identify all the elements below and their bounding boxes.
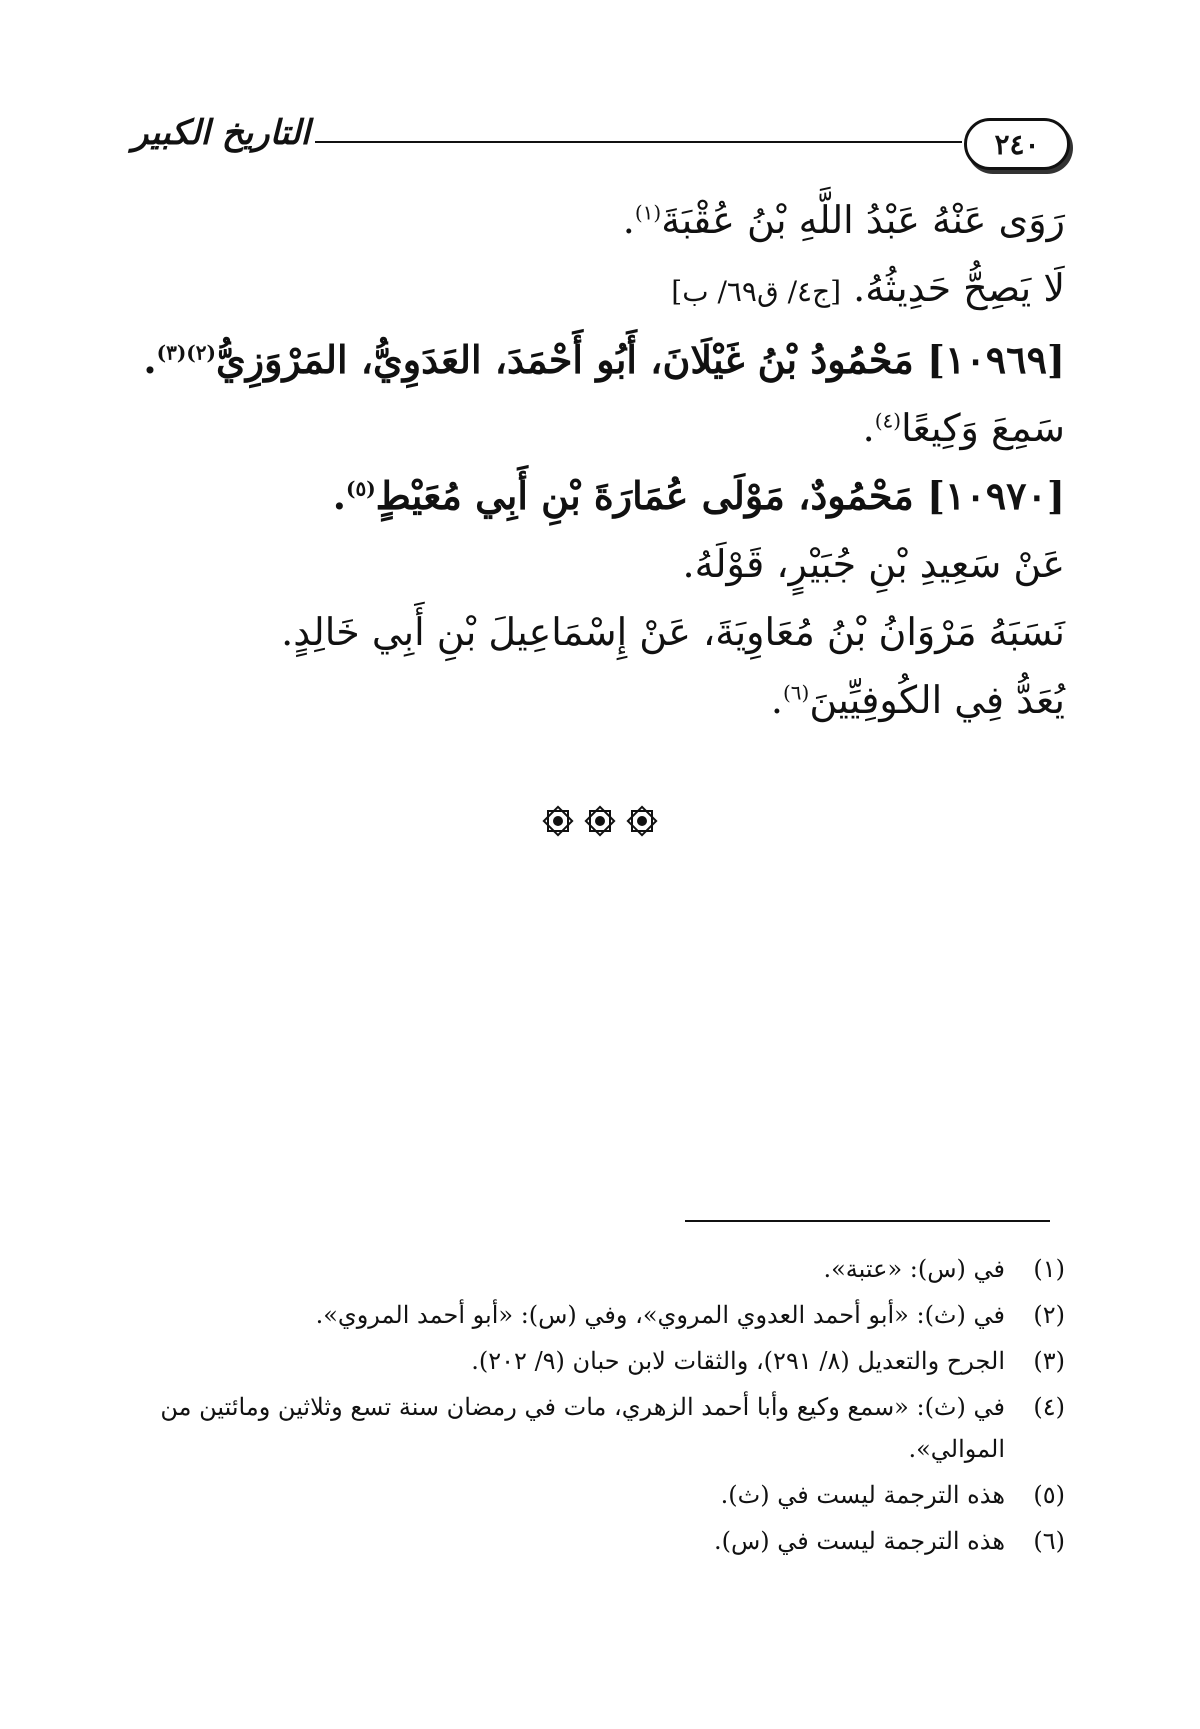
footnote-marker[interactable]: (٤) [874,408,902,433]
footnote-text: الجرح والتعديل (٨/ ٢٩١)، والثقات لابن حبان (٩/ ٢٠٢). [471,1347,1005,1375]
header-rule [315,141,962,143]
text-line: يُعَدُّ فِي الكُوفِيِّينَ$^{(٦)}$. [770,678,1065,722]
octagram-ornament-icon [542,805,574,837]
footnote-marker[interactable]: (٦) [782,680,810,705]
footnote-text: هذه الترجمة ليست في (ث). [720,1481,1005,1509]
running-title: التاريخ الكبير [132,113,310,153]
footnote-text: في (س): «عتبة». [823,1255,1005,1283]
footnote-text: هذه الترجمة ليست في (س). [713,1527,1005,1555]
text-line: سَمِعَ وَكِيعًا$^{(٤)}$. [862,406,1065,450]
footnote [150,1386,1065,1470]
main-text [143,186,1065,734]
footnote-number: (٤) [1033,1393,1065,1421]
footnote [150,1340,1065,1382]
footnote-number: (٣) [1033,1347,1065,1375]
footnote-number: (١) [1033,1255,1065,1283]
footnote-marker[interactable]: (١) [634,200,662,225]
footnote-number: (٥) [1033,1481,1065,1509]
section-divider-ornament [0,805,1200,837]
footnotes [150,1248,1065,1566]
text-line: نَسَبَهُ مَرْوَانُ بْنُ مُعَاوِيَةَ، عَنْ إِسْمَاعِيلَ بْنِ أَبِي خَالِدٍ. [281,610,1065,654]
footnote [150,1294,1065,1336]
text-line: لَا يَصِحُّ حَدِيثُهُ. [ج٤/ ق٦٩/ ب] [671,266,1065,310]
page-number: ٢٤٠ [964,118,1070,170]
footnote-marker[interactable]: (٥) [345,476,376,501]
entry-heading: [١٠٩٦٩] مَحْمُودُ بْنُ غَيْلَانَ، أَبُو أَحْمَدَ، العَدَوِيُّ، المَرْوَزِيُّ$^{(٢)(٣)}$. [143,337,1065,382]
page-header [132,108,1070,178]
text-line: عَنْ سَعِيدِ بْنِ جُبَيْرٍ، قَوْلَهُ. [682,542,1065,586]
footnote-number: (٦) [1033,1527,1065,1555]
entry-heading: [١٠٩٧٠] مَحْمُودٌ، مَوْلَى عُمَارَةَ بْنِ أَبِي مُعَيْطٍ$^{(٥)}$. [332,473,1065,518]
footnote [150,1474,1065,1516]
footnote [150,1520,1065,1562]
octagram-ornament-icon [626,805,658,837]
octagram-ornament-icon [584,805,616,837]
footnote-text: في (ث): «سمع وكيع وأبا أحمد الزهري، مات في رمضان سنة تسع وثلاثين ومائتين من الموالي». [160,1393,1005,1463]
footnote-number: (٢) [1033,1301,1065,1329]
manuscript-folio-ref: [ج٤/ ق٦٩/ ب] [671,275,842,308]
text-line: رَوَى عَنْهُ عَبْدُ اللَّهِ بْنُ عُقْبَةَ$^{(١)}$. [622,198,1065,242]
footnote-rule [685,1220,1050,1222]
footnote-text: في (ث): «أبو أحمد العدوي المروي»، وفي (س): «أبو أحمد المروي». [315,1301,1005,1329]
footnote [150,1248,1065,1290]
footnote-marker[interactable]: (٢)(٣) [156,340,216,365]
